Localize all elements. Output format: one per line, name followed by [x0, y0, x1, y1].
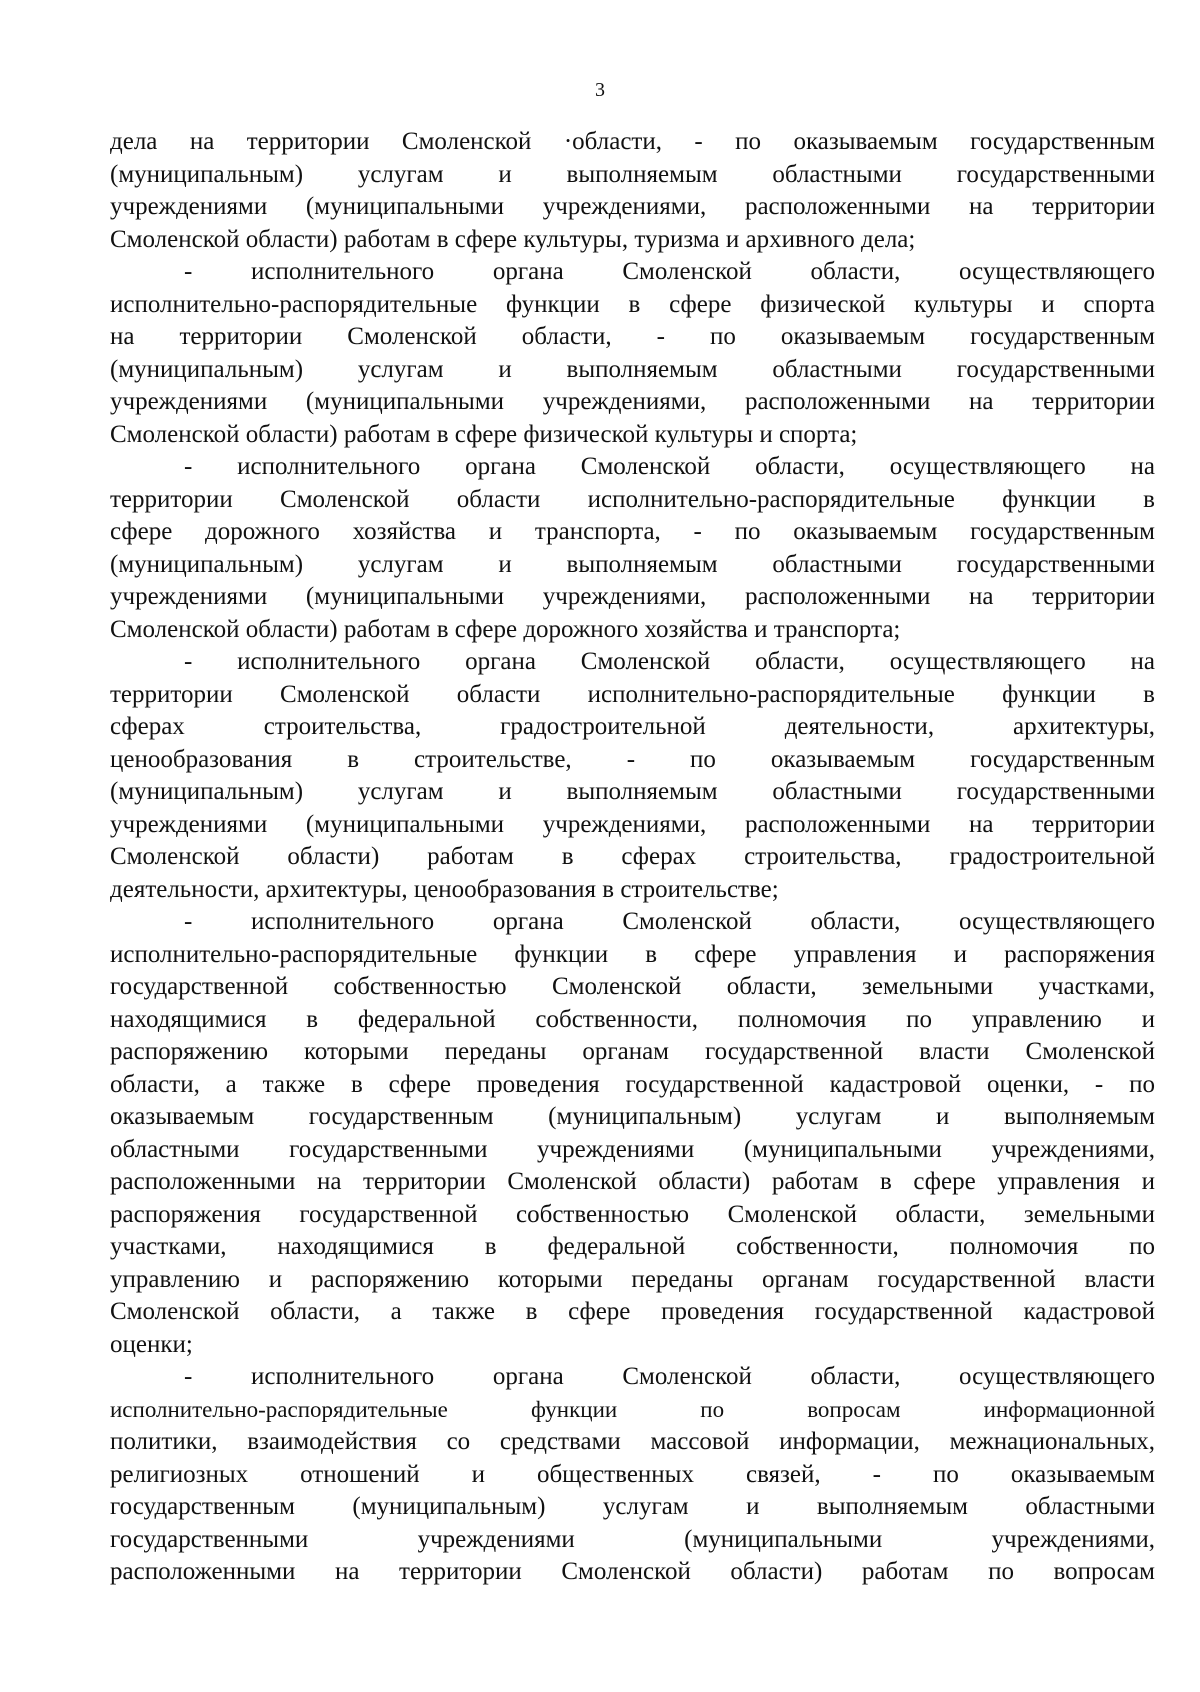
text-line: распоряжению которыми переданы органам государственной власти Смоленской	[110, 1038, 1155, 1065]
text-line: на территории Смоленской области, - по оказываемым государственным	[110, 323, 1155, 350]
text-line: ценообразования в строительстве, - по оказываемым государственным	[110, 745, 1155, 773]
text-line: учреждениями (муниципальными учреждениями, расположенными на территории	[110, 388, 1155, 415]
text-line: политики, взаимодействия со средствами массовой информации, межнациональных,	[110, 1428, 1155, 1455]
text-line: государственным (муниципальным) услугам и выполняемым областными	[110, 1493, 1155, 1520]
text-line: расположенными на территории Смоленской области) работам в сфере управления и	[110, 1168, 1155, 1195]
text-line: - исполнительного органа Смоленской области, осуществляющего	[184, 908, 1155, 935]
text-line: области, а также в сфере проведения государственной кадастровой оценки, - по	[110, 1070, 1155, 1098]
text-line: - исполнительного органа Смоленской области, осуществляющего	[184, 258, 1155, 285]
text-line: Смоленской области) работам в сфере дорожного хозяйства и транспорта;	[110, 615, 901, 643]
text-line: исполнительно-распорядительные функции по вопросам информационной	[110, 1396, 1155, 1422]
text-line: сферах строительства, градостроительной деятельности, архитектуры,	[110, 713, 1155, 740]
text-line: деятельности, архитектуры, ценообразования в строительстве;	[110, 875, 779, 903]
text-line: учреждениями (муниципальными учреждениями, расположенными на территории	[110, 193, 1155, 220]
text-line: расположенными на территории Смоленской области) работам по вопросам	[110, 1558, 1155, 1585]
text-line: исполнительно-распорядительные функции в сфере физической культуры и спорта	[110, 290, 1155, 318]
text-line: (муниципальным) услугам и выполняемым областными государственными	[110, 160, 1155, 188]
text-line: учреждениями (муниципальными учреждениями, расположенными на территории	[110, 583, 1155, 610]
text-line: (муниципальным) услугам и выполняемым областными государственными	[110, 778, 1155, 805]
text-line: религиозных отношений и общественных связей, - по оказываемым	[110, 1460, 1155, 1488]
text-line: Смоленской области) работам в сферах строительства, градостроительной	[110, 843, 1155, 870]
text-line: - исполнительного органа Смоленской области, осуществляющего на	[184, 648, 1155, 675]
text-line: оценки;	[110, 1330, 193, 1358]
text-line: распоряжения государственной собственностью Смоленской области, земельными	[110, 1200, 1155, 1228]
text-line: сфере дорожного хозяйства и транспорта, - по оказываемым государственным	[110, 518, 1155, 545]
text-line: государственной собственностью Смоленской области, земельными участками,	[110, 973, 1155, 1000]
text-line: (муниципальным) услугам и выполняемым областными государственными	[110, 355, 1155, 383]
text-line: Смоленской области) работам в сфере культуры, туризма и архивного дела;	[110, 225, 916, 253]
text-line: (муниципальным) услугам и выполняемым областными государственными	[110, 550, 1155, 578]
text-line: управлению и распоряжению которыми переданы органам государственной власти	[110, 1265, 1155, 1293]
text-line: - исполнительного органа Смоленской области, осуществляющего	[184, 1363, 1155, 1390]
text-line: территории Смоленской области исполнительно-распорядительные функции в	[110, 680, 1155, 708]
text-line: государственными учреждениями (муниципальными учреждениями,	[110, 1525, 1155, 1553]
text-line: оказываемым государственным (муниципальным) услугам и выполняемым	[110, 1103, 1155, 1130]
text-line: - исполнительного органа Смоленской области, осуществляющего на	[184, 453, 1155, 480]
text-line: Смоленской области) работам в сфере физической культуры и спорта;	[110, 420, 858, 448]
page-number: 3	[595, 79, 605, 101]
text-line: находящимися в федеральной собственности, полномочия по управлению и	[110, 1005, 1155, 1033]
text-line: территории Смоленской области исполнительно-распорядительные функции в	[110, 485, 1155, 513]
text-line: исполнительно-распорядительные функции в сфере управления и распоряжения	[110, 940, 1155, 968]
text-line: учреждениями (муниципальными учреждениями, расположенными на территории	[110, 810, 1155, 838]
text-line: Смоленской области, а также в сфере проведения государственной кадастровой	[110, 1298, 1155, 1325]
text-line: участками, находящимися в федеральной собственности, полномочия по	[110, 1233, 1155, 1260]
text-line: областными государственными учреждениями (муниципальными учреждениями,	[110, 1135, 1155, 1163]
text-line: дела на территории Смоленской ·области, - по оказываемым государственным	[110, 128, 1155, 155]
document-body	[110, 126, 1155, 1589]
